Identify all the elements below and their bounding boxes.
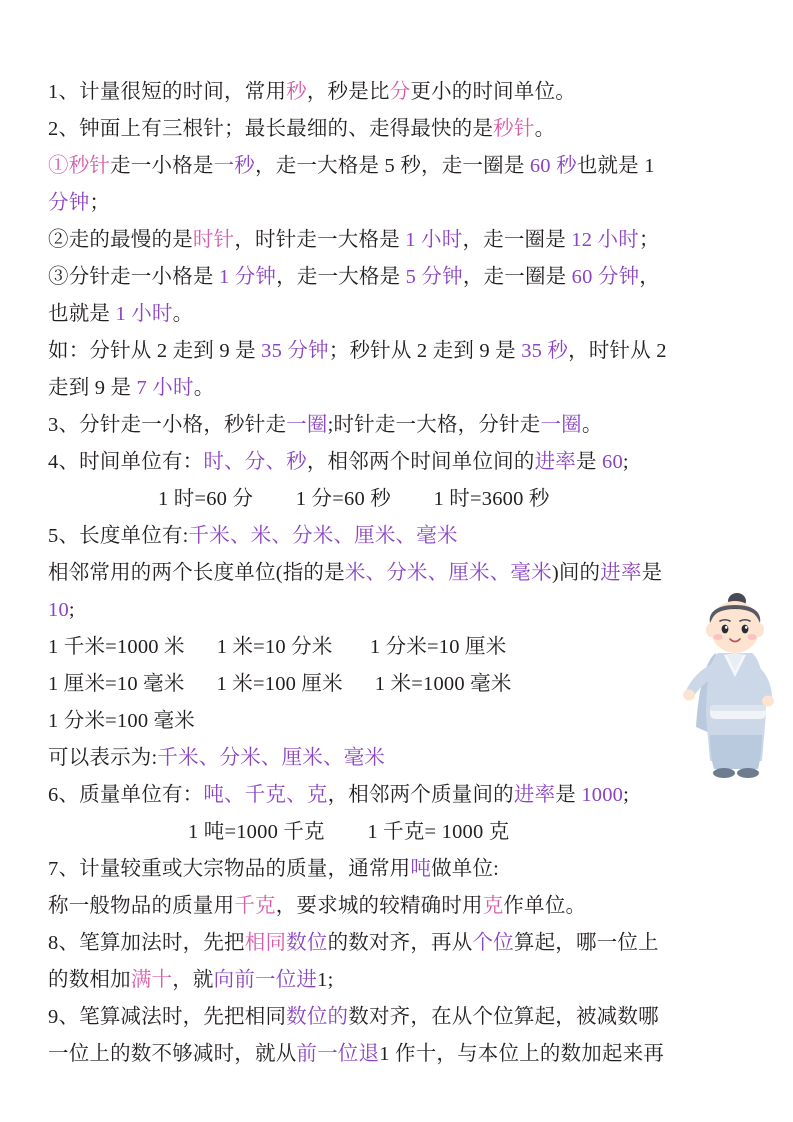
text-span: 3、分针走一小格，秒针走	[48, 414, 287, 436]
text-line	[48, 148, 748, 184]
text-span: 进率	[534, 451, 576, 473]
text-span: 前一位退	[296, 1043, 380, 1065]
text-span: 一秒	[213, 155, 256, 177]
text-line	[48, 111, 748, 147]
text-span: ②走的最慢的是	[48, 229, 193, 251]
text-line	[48, 851, 748, 887]
text-span: 分	[389, 81, 411, 103]
mascot-illustration	[680, 585, 785, 785]
text-span: 也就是 1	[576, 155, 655, 177]
text-span: 克	[482, 895, 504, 917]
text-span: 走一小格是	[110, 155, 214, 177]
text-span: ，走一大格是	[276, 266, 406, 288]
text-span: )间的	[551, 562, 601, 584]
text-span: 。	[534, 118, 556, 140]
text-span: 1 小时	[115, 303, 173, 325]
text-span: 1 小时	[405, 229, 463, 251]
text-span: 一圈	[286, 414, 328, 436]
text-span: ，走一圈是	[462, 266, 572, 288]
text-line	[48, 333, 748, 369]
text-span: 千米、分米、厘米、毫米	[157, 747, 386, 769]
text-span: 是	[555, 784, 582, 806]
text-span: 1 分钟	[218, 266, 277, 288]
text-span: 进率	[513, 784, 556, 806]
text-span: 相邻常用的两个长度单位(指的是	[48, 562, 345, 584]
text-span: ，秒是比	[306, 81, 390, 103]
text-span: 向前一位进	[213, 969, 318, 991]
text-span: 9、笔算减法时，先把相同	[48, 1006, 287, 1028]
text-span: ;	[623, 784, 630, 806]
text-span: 60	[602, 451, 623, 473]
text-span: 时针	[192, 229, 235, 251]
text-span: 如：分针从 2 走到 9 是	[48, 340, 262, 362]
text-span: 数对齐，在从个位算起，被减数哪	[348, 1006, 659, 1028]
text-span: ，要求城的较精确时用	[275, 895, 483, 917]
text-span: 。	[172, 303, 194, 325]
text-span: ，就	[172, 969, 214, 991]
text-span: 1、计量很短的时间，常用	[48, 81, 287, 103]
text-span: 1 厘米=10 毫米 1 米=100 厘米 1 米=1000 毫米	[48, 673, 512, 695]
text-span: 4、时间单位有：	[48, 451, 204, 473]
text-span: 时、分、秒	[203, 451, 307, 473]
text-span: 的数对齐，再从	[327, 932, 473, 954]
text-span: 满十	[130, 969, 173, 991]
text-line	[48, 666, 748, 702]
text-span: 1 千米=1000 米 1 米=10 分米 1 分米=10 厘米	[48, 636, 507, 658]
text-span: 个位	[472, 932, 514, 954]
text-span: 米、分米、厘米、毫米	[344, 562, 552, 584]
text-span: 可以表示为:	[48, 747, 158, 769]
text-span: 1 作十，与本位上的数加起来再	[379, 1043, 665, 1065]
text-span: 。	[581, 414, 603, 436]
text-span: ，时针走一大格是	[234, 229, 406, 251]
text-span: 是	[641, 562, 663, 584]
text-span: 60 分钟	[571, 266, 640, 288]
text-line	[48, 777, 748, 813]
text-line	[48, 296, 748, 332]
text-span: 吨	[410, 858, 432, 880]
text-line	[48, 185, 748, 221]
text-span: ，相邻两个质量间的	[327, 784, 514, 806]
text-span: 1;	[317, 969, 334, 991]
text-span: 是	[575, 451, 602, 473]
text-span: 8、笔算加法时，先把	[48, 932, 245, 954]
text-span: 作单位。	[503, 895, 587, 917]
text-span: 更小的时间单位。	[410, 81, 576, 103]
text-span: 1 吨=1000 千克 1 千克= 1000 克	[188, 821, 510, 843]
text-span: 进率	[600, 562, 642, 584]
text-span: ；	[638, 229, 660, 251]
text-span: ，	[639, 266, 660, 288]
text-line	[48, 1036, 748, 1072]
text-span: ;	[68, 599, 75, 621]
text-line	[48, 74, 748, 110]
text-line	[48, 370, 748, 406]
text-span: 也就是	[48, 303, 116, 325]
text-span: 称一般物品的质量用	[48, 895, 235, 917]
text-span: 数位	[286, 932, 328, 954]
text-span: 5 分钟	[405, 266, 463, 288]
text-span: 走到 9 是	[48, 377, 137, 399]
text-span: 。	[193, 377, 215, 399]
document-body	[48, 74, 748, 1073]
text-span: 算起，哪一位上	[513, 932, 659, 954]
text-line	[48, 555, 748, 591]
text-span: 分钟	[48, 192, 90, 214]
text-line	[48, 703, 748, 739]
text-line	[48, 962, 748, 998]
text-line	[48, 444, 748, 480]
text-span: 数位的	[286, 1006, 349, 1028]
text-span: 35 分钟	[261, 340, 329, 362]
equation-row	[48, 814, 748, 850]
text-line	[48, 259, 748, 295]
text-span: 5、长度单位有:	[48, 525, 189, 547]
text-span: 相同	[244, 932, 287, 954]
text-span: 的数相加	[48, 969, 131, 991]
equation-row	[48, 481, 748, 517]
text-line	[48, 740, 748, 776]
text-line	[48, 925, 748, 961]
text-span: 秒	[286, 81, 307, 103]
text-line	[48, 407, 748, 443]
text-line	[48, 888, 748, 924]
text-line	[48, 999, 748, 1035]
text-span: 12 小时	[571, 229, 639, 251]
text-span: ；	[89, 192, 111, 214]
text-span: ，走一圈是	[462, 229, 572, 251]
text-span: ；秒针从 2 走到 9 是	[328, 340, 522, 362]
text-line	[48, 592, 748, 628]
text-span: ;时针走一大格，分针走	[327, 414, 541, 436]
text-span: 1000	[581, 784, 624, 806]
text-span: 一位上的数不够减时，就从	[48, 1043, 297, 1065]
text-span: 35 秒	[521, 340, 569, 362]
text-line	[48, 629, 748, 665]
text-span: ，走一大格是 5 秒，走一圈是	[255, 155, 530, 177]
text-span: 秒针	[493, 118, 535, 140]
text-span: 10	[48, 599, 69, 621]
text-span: ①	[48, 155, 69, 177]
text-span: 6、质量单位有：	[48, 784, 204, 806]
text-line	[48, 518, 748, 554]
text-span: 60 秒	[529, 155, 577, 177]
text-span: 一圈	[540, 414, 582, 436]
text-span: 吨、千克、克	[203, 784, 328, 806]
text-span: 秒针	[68, 155, 111, 177]
text-span: ，相邻两个时间单位间的	[306, 451, 535, 473]
text-span: 做单位:	[431, 858, 500, 880]
text-span: 千克	[234, 895, 276, 917]
text-span: ，时针从 2	[568, 340, 667, 362]
text-span: 1 时=60 分 1 分=60 秒 1 时=3600 秒	[158, 488, 550, 510]
text-span: 7 小时	[136, 377, 194, 399]
text-span: 7、计量较重或大宗物品的质量，通常用	[48, 858, 411, 880]
text-line	[48, 222, 748, 258]
text-span: 1 分米=100 毫米	[48, 710, 196, 732]
text-span: ;	[622, 451, 629, 473]
text-span: ③分针走一小格是	[48, 266, 219, 288]
text-span: 2、钟面上有三根针；最长最细的、走得最快的是	[48, 118, 494, 140]
text-span: 千米、米、分米、厘米、毫米	[188, 525, 458, 547]
